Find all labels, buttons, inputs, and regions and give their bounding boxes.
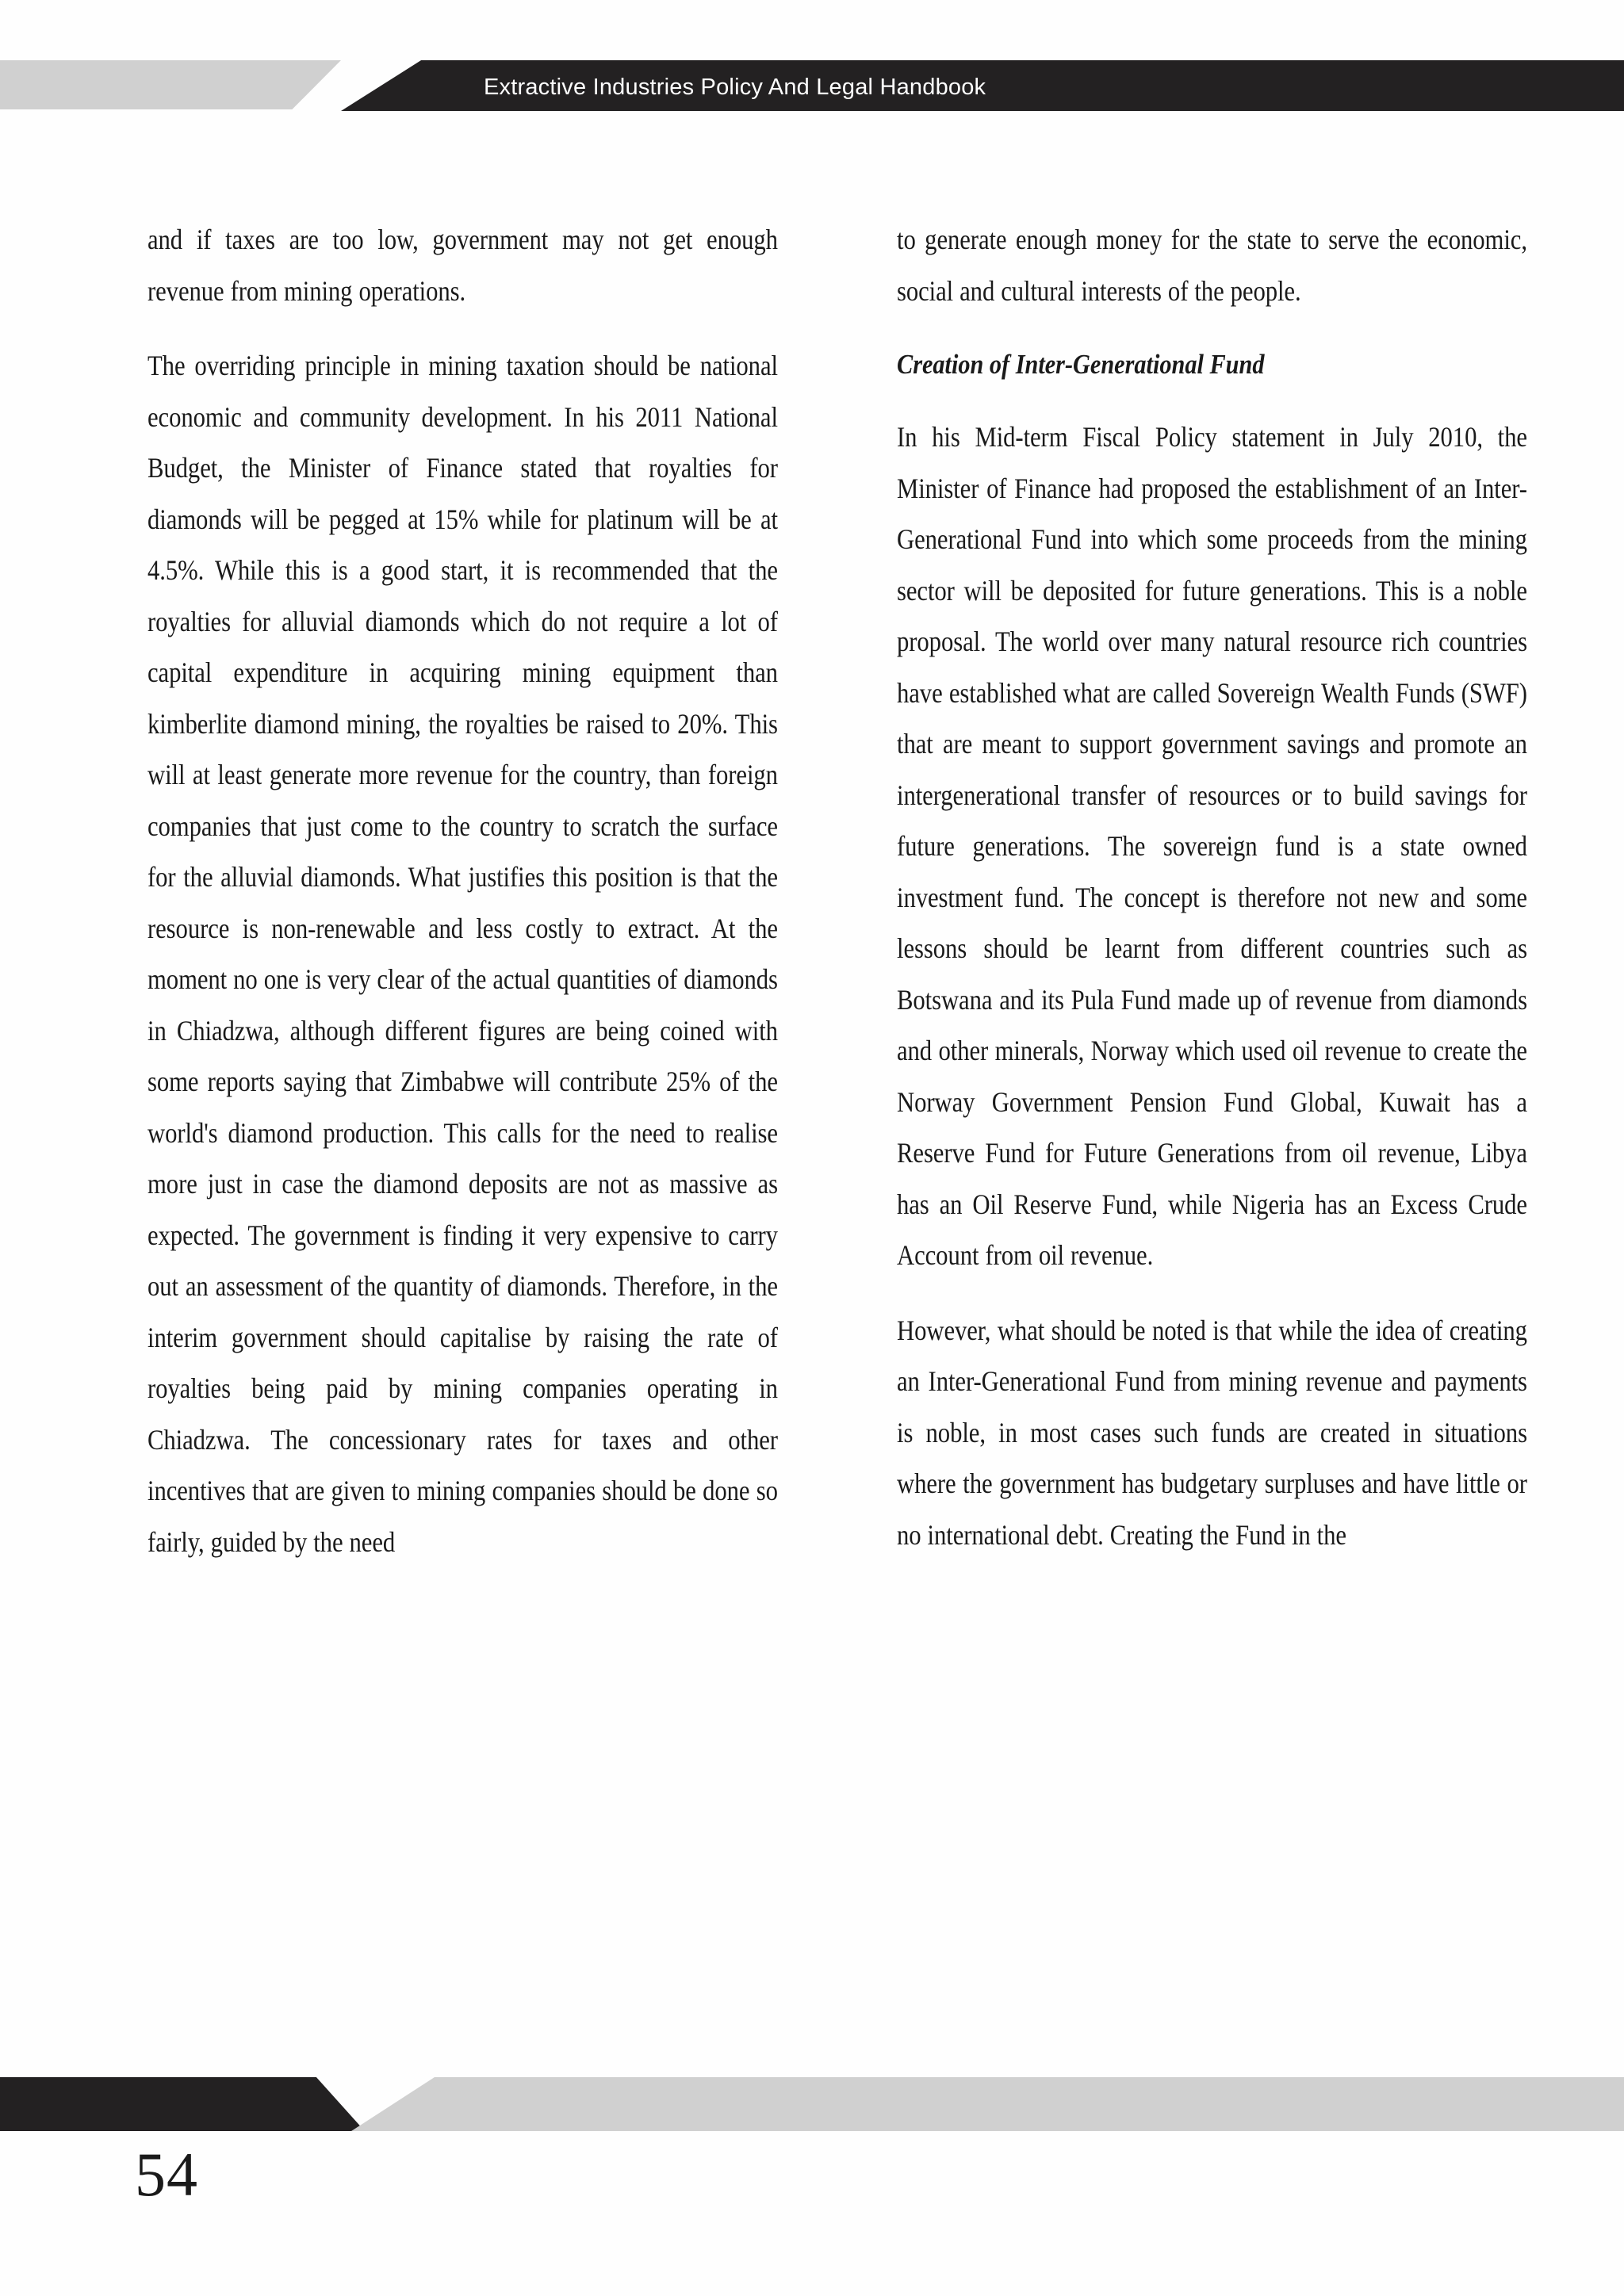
section-heading-inter-generational-fund: Creation of Inter-Generational Fund bbox=[897, 349, 1265, 380]
page-content bbox=[0, 214, 1624, 2030]
paragraph-continuation-right: to generate enough money for the state to serve the economic, social and cultural interests of the people. bbox=[897, 224, 1527, 307]
text-column-right bbox=[897, 214, 1527, 2030]
running-head-title: Extractive Industries Policy And Legal Handbook bbox=[484, 75, 986, 100]
paragraph-however-noted: However, what should be noted is that while the idea of creating an Inter-Generational Fund from mining revenue and payments is noble, in most cases such funds are created in situations where the government has budgetary surpluses and have little or no international debt. Creating the Fund in the bbox=[897, 1314, 1527, 1551]
page-header-banner bbox=[0, 0, 1624, 139]
header-grey-shape bbox=[0, 60, 341, 109]
paragraph-continuation: and if taxes are too low, government may not get enough revenue from mining operations. bbox=[147, 224, 778, 307]
footer-dark-shape bbox=[0, 2077, 365, 2131]
text-column-left bbox=[147, 214, 778, 2030]
paragraph-mining-taxation-principle: The overriding principle in mining taxation should be national economic and community development. In his 2011 National Budget, the Minister of Finance stated that royalties for diamonds will be pegged at 15% while for platinum will be at 4.5%. While this is a good start, it is recommended that the royalties for alluvial diamonds which do not require a lot of capital expenditure in acquiring mining equipment than kimberlite diamond mining, the royalties be raised to 20%. This will at least generate more revenue for the country, than foreign companies that just come to the country to scratch the surface for the alluvial diamonds. What justifies this position is that the resource is non-renewable and less costly to extract. At the moment no one is very clear of the actual quantities of diamonds in Chiadzwa, although different figures are being coined with some reports saying that Zimbabwe will contribute 25% of the world's diamond production. This calls for the need to realise more just in case the diamond deposits are not as massive as expected. The government is finding it very expensive to carry out an assessment of the quantity of diamonds. Therefore, in the interim government should capitalise by raising the rate of royalties being paid by mining companies operating in Chiadzwa. The concessionary rates for taxes and other incentives that are given to mining companies should be done so fairly, guided by the need bbox=[147, 350, 778, 1558]
page-footer-banner bbox=[0, 2068, 1624, 2163]
paragraph-midterm-fiscal-policy: In his Mid-term Fiscal Policy statement in July 2010, the Minister of Finance had proposed the establishment of an Inter-Generational Fund into which some proceeds from the mining sector will be deposited for future generations. This is a noble proposal. The world over many natural resource rich countries have established what are called Sovereign Wealth Funds (SWF) that are meant to support government savings and promote an intergenerational transfer of resources or to build savings for future generations. The sovereign fund is a state owned investment fund. The concept is therefore not new and some lessons should be learnt from different countries such as Botswana and its Pula Fund made up of revenue from diamonds and other minerals, Norway which used oil revenue to create the Norway Government Pension Fund Global, Kuwait has a Reserve Fund for Future Generations from oil revenue, Libya has an Oil Reserve Fund, while Nigeria has an Excess Crude Account from oil revenue. bbox=[897, 421, 1527, 1271]
page-number: 54 bbox=[135, 2140, 198, 2209]
footer-grey-shape bbox=[351, 2077, 1624, 2131]
